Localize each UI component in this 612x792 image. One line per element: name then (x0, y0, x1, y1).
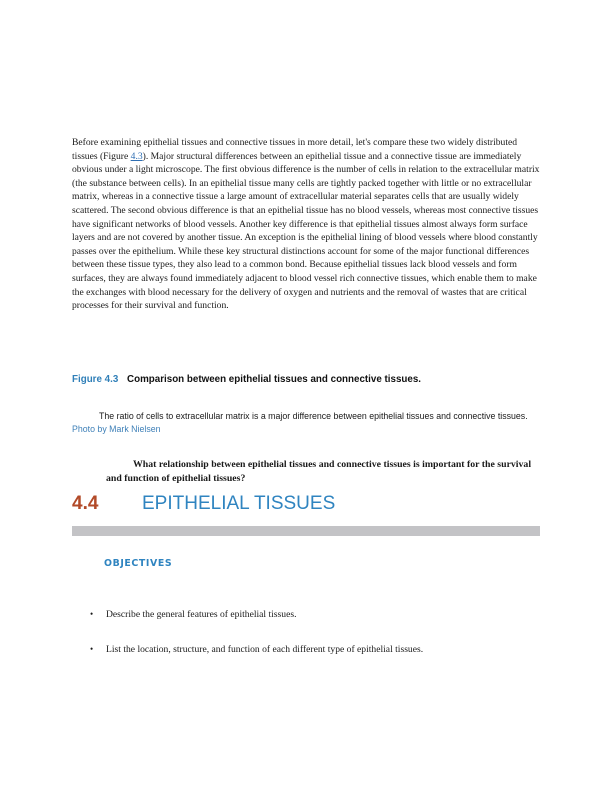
review-question: What relationship between epithelial tissues and connective tissues is important for the survival and function of epithelial tissues? (106, 459, 532, 484)
objective-text: Describe the general features of epithelial tissues. (106, 609, 297, 620)
intro-text-after-link: ). Major structural differences between an epithelial tissue and a connective tissue are immediately obvious under a light microscope. The first obvious difference is the number of cells in relation to the extracellular matrix (the substance between cells). In an epithelial tissue many cells are tightly packed together with little or no extracellular matrix, whereas in a connective tissue a large amount of extracellular material separates cells that are usually widely scattered. The second obvious difference is that an epithelial tissue has no blood vessels, whereas most connective tissues have significant networks of blood vessels. Another key difference is that epithelial tissues almost always form surface layers and are not covered by another tissue. An exception is the epithelial lining of blood vessels where blood constantly passes over the epithelium. While these key structural distinctions account for some of the major functional differences between these tissue types, they also lead to a common bond. Because epithelial tissues lack blood vessels and form surfaces, they are always found immediately adjacent to blood vessel rich connective tissues, which enable them to make the exchanges with blood necessary for the delivery of oxygen and nutrients and the removal of wastes that are critical processes for their survival and function. (72, 150, 540, 312)
figure-4-3-link[interactable]: 4.3 (130, 150, 143, 162)
section-divider (72, 526, 540, 536)
photo-credit: Photo by Mark Nielsen (72, 423, 161, 434)
list-item (90, 608, 540, 621)
objectives-list (90, 608, 540, 656)
bullet-icon: • (90, 644, 94, 654)
section-number: 4.4 (72, 493, 99, 514)
figure-description (72, 410, 540, 435)
bullet-icon: • (90, 609, 94, 619)
objectives-heading: OBJECTIVES (104, 558, 173, 569)
section-heading (72, 492, 540, 518)
objective-text: List the location, structure, and function of each different type of epithelial tissues. (106, 644, 424, 655)
intro-paragraph (72, 136, 540, 313)
list-item (90, 643, 540, 656)
section-title: EPITHELIAL TISSUES (142, 493, 336, 514)
figure-description-text: The ratio of cells to extracellular matrix is a major difference between epithelial tissues and connective tissues. (99, 411, 528, 421)
figure-caption (72, 374, 552, 386)
intro-text-before-link: Before examining epithelial tissues and connective tissues in more detail, let's compare these two widely distributed tissues (Figure (72, 137, 518, 162)
figure-title: Comparison between epithelial tissues and connective tissues. (127, 374, 422, 385)
figure-label: Figure 4.3 (72, 374, 119, 385)
